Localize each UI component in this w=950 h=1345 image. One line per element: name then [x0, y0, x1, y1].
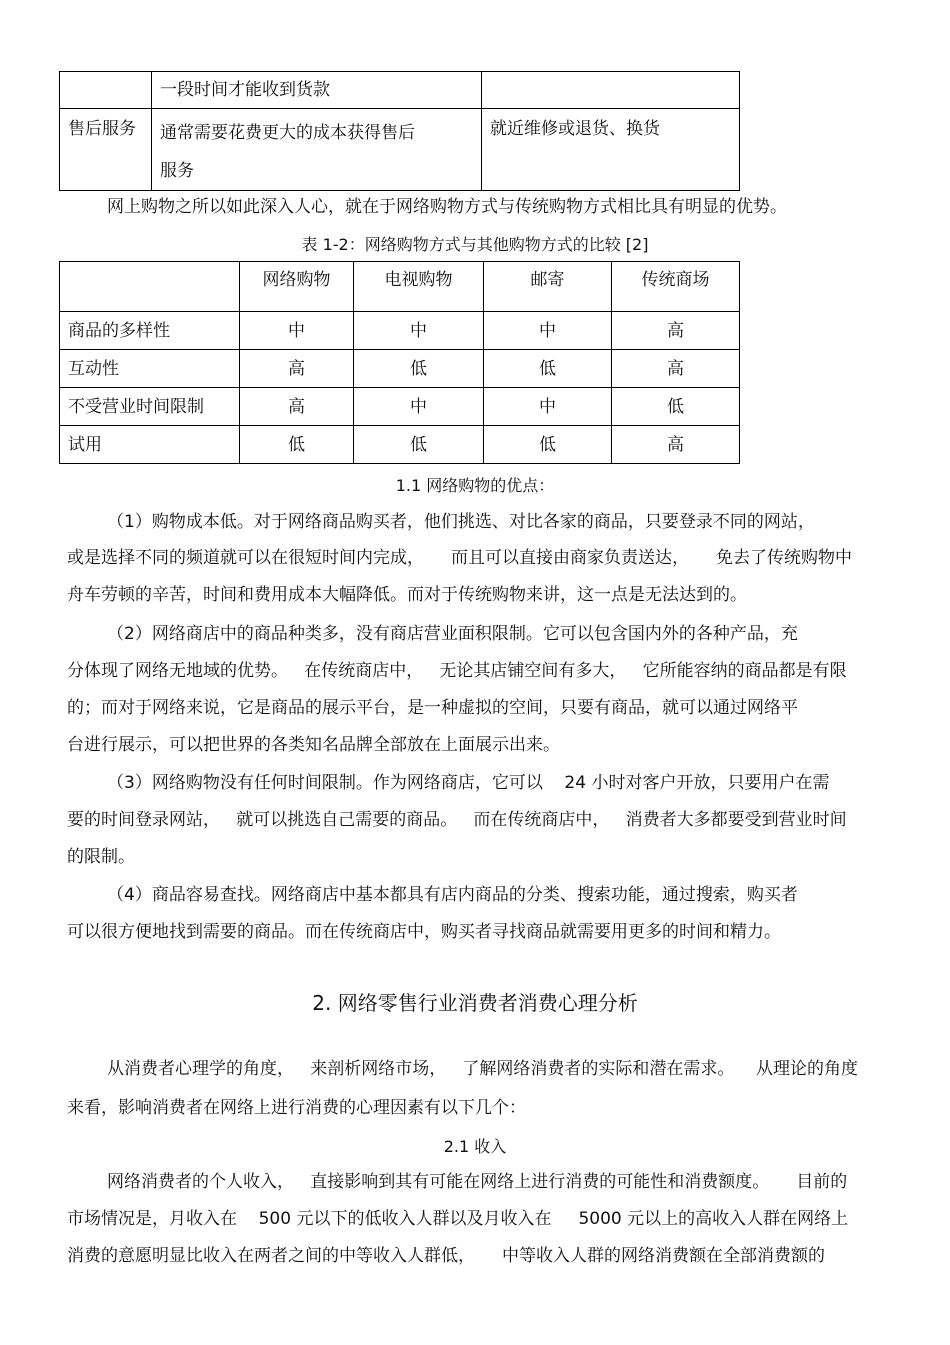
table-cell: 高 — [612, 312, 740, 350]
table-cell: 高 — [612, 426, 740, 464]
paragraph-line: 网络消费者的个人收入， 直接影响到其有可能在网络上进行消费的可能性和消费额度。 目前的 — [107, 1172, 848, 1192]
table-caption: 表 1-2：网络购物方式与其他购物方式的比较 [2] — [301, 235, 649, 254]
table-cell: 中 — [354, 388, 484, 426]
table-cell: 中 — [484, 312, 612, 350]
table-cell: 就近维修或退货、换货 — [482, 109, 740, 191]
paragraph-line: （4）商品容易查找。网络商店中基本都具有店内商品的分类、搜索功能，通过搜索，购买者 — [107, 885, 798, 905]
paragraph-line: 来看，影响消费者在网络上进行消费的心理因素有以下几个： — [67, 1098, 526, 1118]
table-cell: 中 — [240, 312, 354, 350]
paragraph-line: （3）网络购物没有任何时间限制。作为网络商店，它可以 24 小时对客户开放，只要用户在需 — [107, 773, 830, 793]
table-row — [60, 312, 740, 350]
paragraph-line: 舟车劳顿的辛苦，时间和费用成本大幅降低。而对于传统购物来讲，这一点是无法达到的。 — [67, 585, 747, 605]
section-heading-1-1: 1.1 网络购物的优点： — [395, 476, 555, 495]
comparison-table — [59, 261, 740, 464]
intro-sentence: 网上购物之所以如此深入人心，就在于网络购物方式与传统购物方式相比具有明显的优势。 — [107, 197, 787, 217]
table-cell — [482, 72, 740, 109]
table-cell: 中 — [354, 312, 484, 350]
row-label: 不受营业时间限制 — [60, 388, 240, 426]
table-cell: 高 — [612, 350, 740, 388]
table-cell: 低 — [612, 388, 740, 426]
table-row — [60, 350, 740, 388]
table-row — [60, 109, 740, 191]
header-cell: 电视购物 — [354, 262, 484, 312]
table-cell: 低 — [354, 350, 484, 388]
table-cell: 一段时间才能收到货款 — [152, 72, 482, 109]
paragraph-line: （1）购物成本低。对于网络商品购买者，他们挑选、对比各家的商品，只要登录不同的网站， — [107, 512, 815, 532]
table-cell: 高 — [240, 388, 354, 426]
paragraph-line: 的限制。 — [67, 847, 135, 867]
paragraph-line: 可以很方便地找到需要的商品。而在传统商店中，购买者寻找商品就需要用更多的时间和精力。 — [67, 922, 781, 942]
header-cell: 传统商场 — [612, 262, 740, 312]
table-cell: 低 — [354, 426, 484, 464]
table-header-row — [60, 262, 740, 312]
paragraph-line: 从消费者心理学的角度， 来剖析网络市场， 了解网络消费者的实际和潜在需求。 从理论的角度 — [107, 1059, 859, 1079]
paragraph-line: 台进行展示，可以把世界的各类知名品牌全部放在上面展示出来。 — [67, 735, 560, 755]
row-label: 互动性 — [60, 350, 240, 388]
table-cell: 低 — [484, 350, 612, 388]
section-heading-2-1: 2.1 收入 — [443, 1137, 507, 1156]
table-cell: 中 — [484, 388, 612, 426]
table-row — [60, 388, 740, 426]
table-cell — [60, 72, 152, 109]
header-cell: 邮寄 — [484, 262, 612, 312]
table-cell: 高 — [240, 350, 354, 388]
table-cell: 低 — [484, 426, 612, 464]
paragraph-line: 的；而对于网络来说，它是商品的展示平台，是一种虚拟的空间，只要有商品，就可以通过网络平 — [67, 698, 798, 718]
paragraph-line: 消费的意愿明显比收入在两者之间的中等收入人群低， 中等收入人群的网络消费额在全部消费额的 — [67, 1246, 826, 1266]
table-row — [60, 72, 740, 109]
table-cell: 售后服务 — [60, 109, 152, 191]
table-aftersales — [59, 71, 740, 191]
table-cell: 低 — [240, 426, 354, 464]
section-heading-2: 2. 网络零售行业消费者消费心理分析 — [312, 991, 638, 1015]
header-cell — [60, 262, 240, 312]
paragraph-line: 市场情况是，月收入在 500 元以下的低收入人群以及月收入在 5000 元以上的高收入人群在网络上 — [67, 1209, 849, 1229]
table-cell: 通常需要花费更大的成本获得售后服务 — [152, 109, 482, 191]
paragraph-line: 分体现了网络无地域的优势。 在传统商店中， 无论其店铺空间有多大， 它所能容纳的商品都是有限 — [67, 661, 847, 681]
paragraph-line: 或是选择不同的频道就可以在很短时间内完成， 而且可以直接由商家负责送达， 免去了传统购物中 — [67, 548, 853, 568]
header-cell: 网络购物 — [240, 262, 354, 312]
paragraph-line: （2）网络商店中的商品种类多，没有商店营业面积限制。它可以包含国内外的各种产品，充 — [107, 624, 798, 644]
paragraph-line: 要的时间登录网站， 就可以挑选自己需要的商品。 而在传统商店中， 消费者大多都要受到营业时间 — [67, 810, 847, 830]
table-row — [60, 426, 740, 464]
row-label: 试用 — [60, 426, 240, 464]
row-label: 商品的多样性 — [60, 312, 240, 350]
